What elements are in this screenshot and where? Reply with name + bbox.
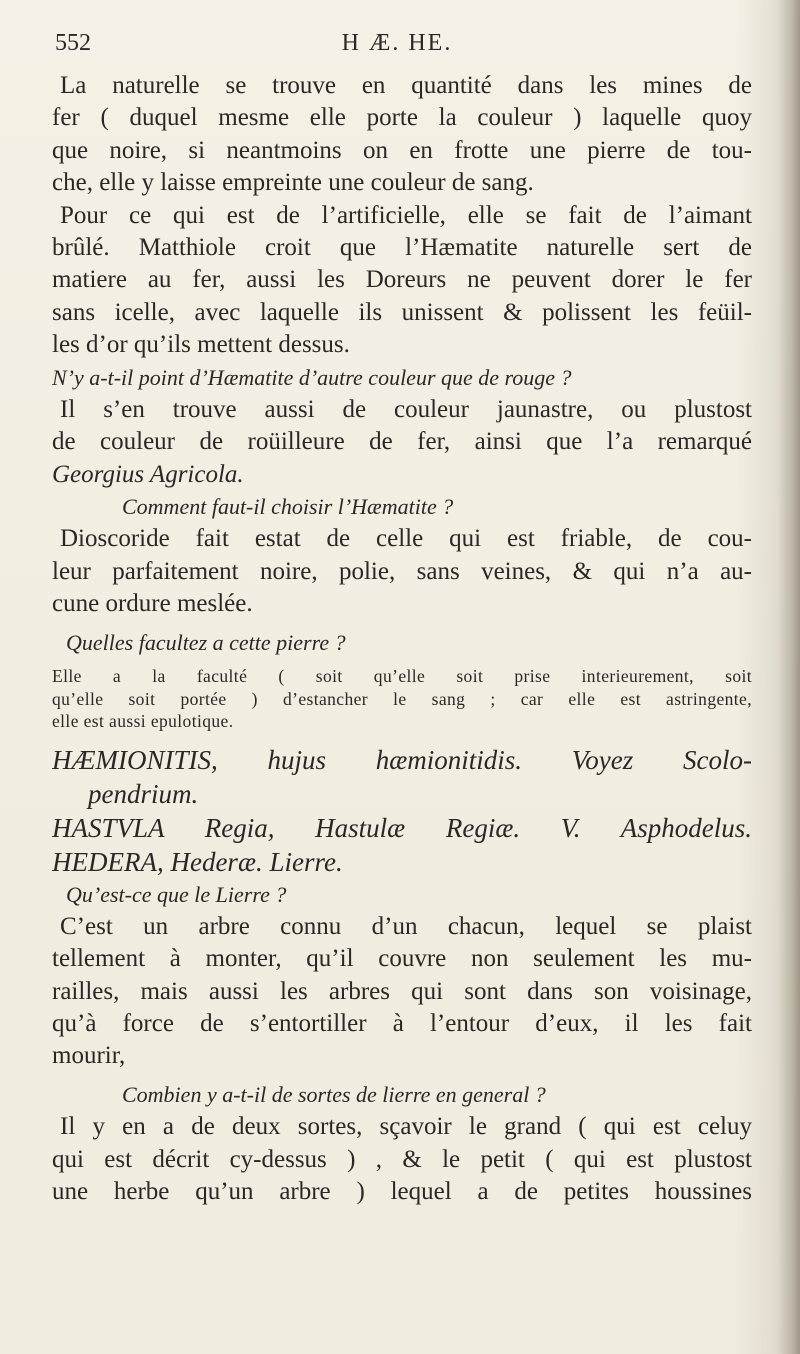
dictionary-entry: HASTVLA Regia, Hastulæ Regiæ. V. Asphodelus. <box>52 812 752 843</box>
question-heading: Combien y a-t-il de sortes de lierre en general ? <box>122 1081 546 1107</box>
question-heading: Comment faut-il choisir l’Hæmatite ? <box>122 494 454 520</box>
text-line: brûlé. Matthiole croit que l’Hæmatite naturelle sert de <box>52 233 752 261</box>
text-line: mourir, <box>52 1042 126 1070</box>
text-line: qu’à force de s’entortiller à l’entour d’eux, il les fait <box>52 1010 752 1038</box>
text-line: une herbe qu’un arbre ) lequel a de petites houssines <box>52 1178 752 1206</box>
text-line: leur parfaitement noire, polie, sans veines, & qui n’a au- <box>52 557 752 585</box>
text-line: qui est décrit cy-dessus ) , & le petit ( qui est plustost <box>52 1145 752 1173</box>
text-line: La naturelle se trouve en quantité dans les mines de <box>60 72 752 99</box>
question-heading: Quelles facultez a cette pierre ? <box>66 629 346 655</box>
text-line: Il s’en trouve aussi de couleur jaunastre, ou plustost <box>60 395 752 423</box>
text-line: tellement à monter, qu’il couvre non seulement les mu- <box>52 945 752 973</box>
text-line: Pour ce qui est de l’artificielle, elle se fait de l’aimant <box>60 201 752 229</box>
text-line: Dioscoride fait estat de celle qui est friable, de cou- <box>60 525 752 553</box>
text-line-small: Elle a la faculté ( soit qu’elle soit prise interieurement, soit <box>52 666 752 687</box>
running-title: H Æ. HE. <box>341 30 453 56</box>
dictionary-entry: HEDERA, Hederæ. Lierre. <box>52 846 343 877</box>
page-body <box>52 70 752 1208</box>
text-line-small: elle est aussi epulotique. <box>52 711 234 732</box>
question-heading: N’y a-t-il point d’Hæmatite d’autre couleur que de rouge ? <box>52 364 572 390</box>
text-line: cune ordure meslée. <box>52 590 253 618</box>
text-line-small: qu’elle soit portée ) d’estancher le sang ; car elle est astringente, <box>52 688 752 709</box>
dictionary-entry: HÆMIONITIS, hujus hæmionitidis. Voyez Scolo- <box>52 744 752 775</box>
question-heading: Qu’est-ce que le Lierre ? <box>66 881 287 907</box>
text-line: C’est un arbre connu d’un chacun, lequel se plaist <box>60 912 752 940</box>
page-gutter-shadow <box>778 0 800 1354</box>
text-line: che, elle y laisse empreinte une couleur de sang. <box>52 169 534 197</box>
text-line: Il y en a de deux sortes, sçavoir le grand ( qui est celuy <box>60 1113 752 1141</box>
text-line: que noire, si neantmoins on en frotte une pierre de tou- <box>52 136 752 164</box>
text-line: matiere au fer, aussi les Doreurs ne peuvent dorer le fer <box>52 266 752 294</box>
text-line: fer ( duquel mesme elle porte la couleur ) laquelle quoy <box>52 104 752 132</box>
text-line: sans icelle, avec laquelle ils unissent & polissent les feüil- <box>52 298 752 326</box>
text-line: de couleur de roüilleure de fer, ainsi que l’a remarqué <box>52 428 752 456</box>
dictionary-entry: pendrium. <box>88 778 199 809</box>
text-line: railles, mais aussi les arbres qui sont dans son voisinage, <box>52 977 752 1005</box>
page-number: 552 <box>55 30 91 56</box>
running-head <box>52 30 742 64</box>
text-line: Georgius Agricola. <box>52 460 244 488</box>
text-line: les d’or qu’ils mettent dessus. <box>52 331 350 359</box>
